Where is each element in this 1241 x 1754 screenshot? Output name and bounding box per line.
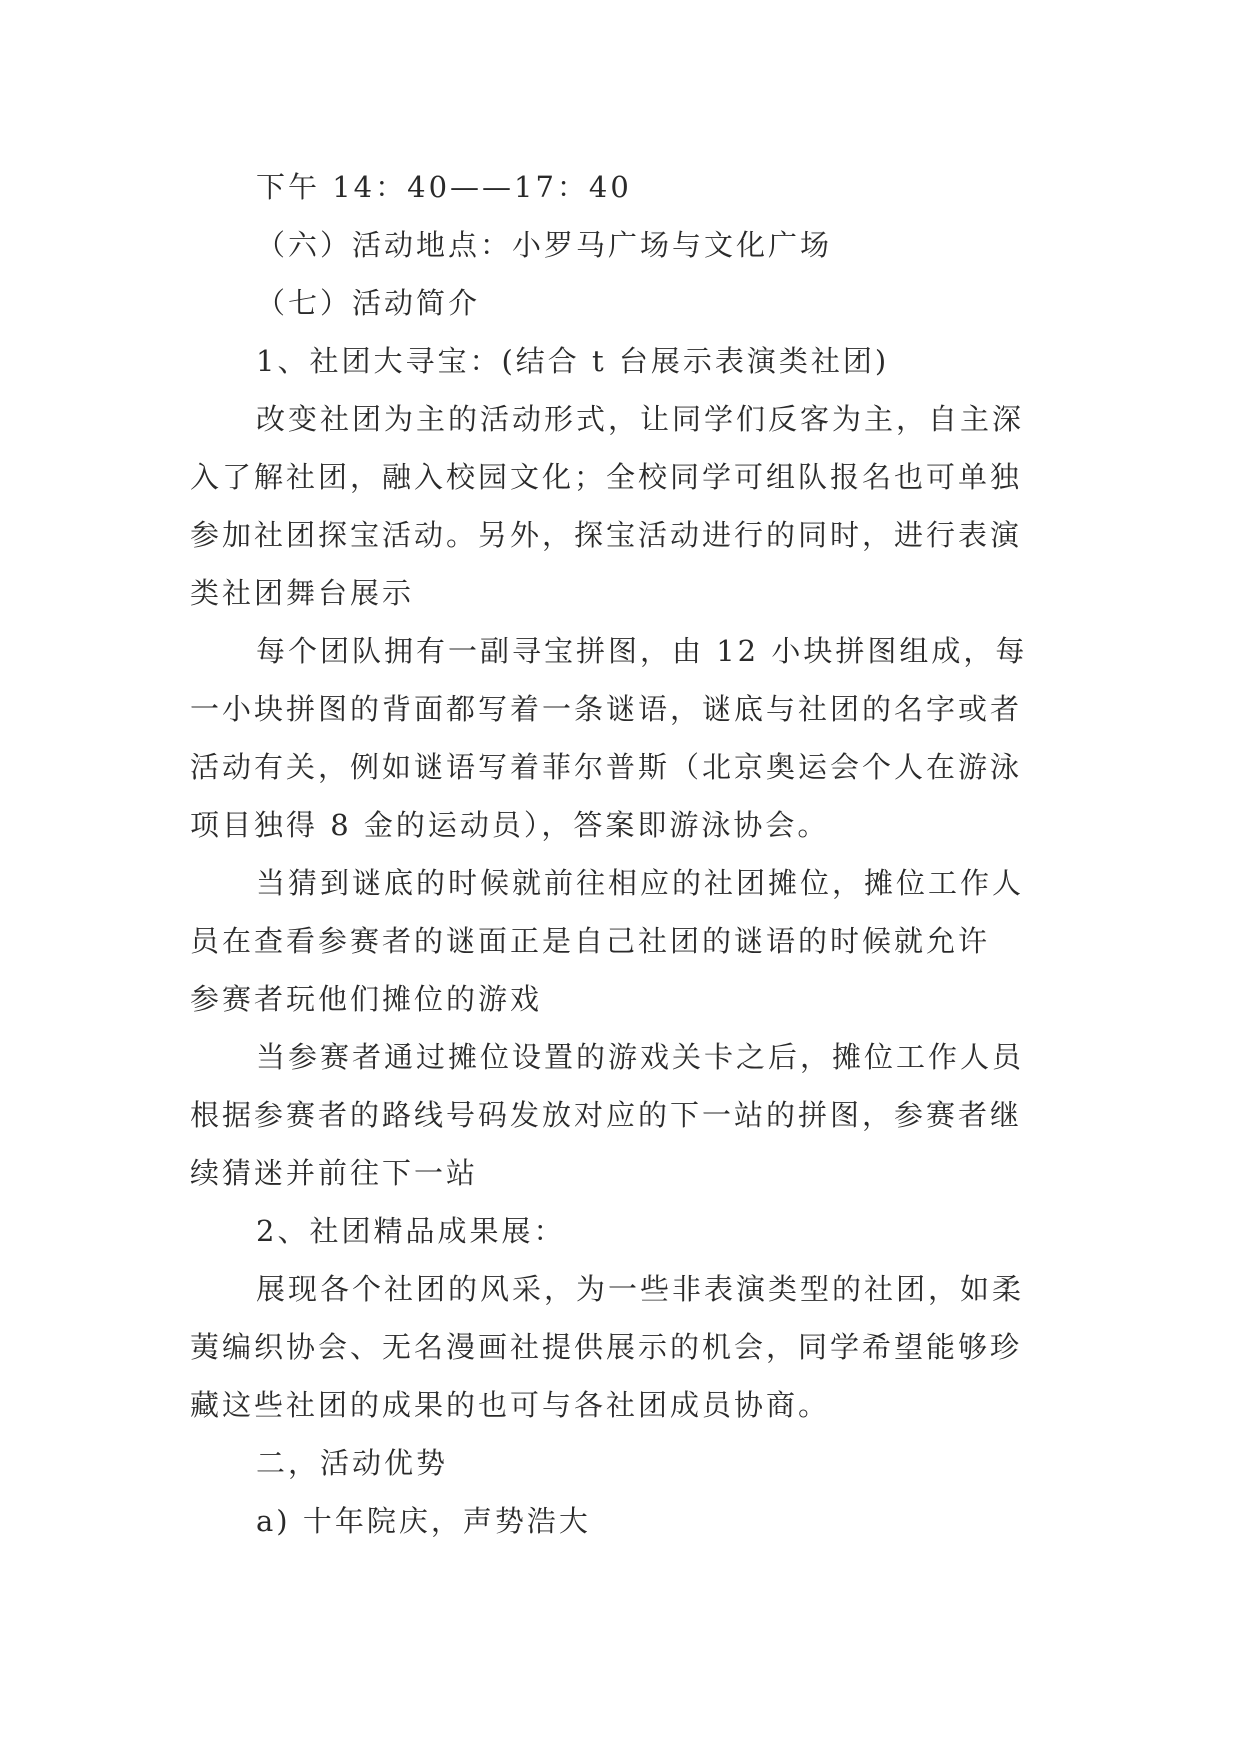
text-line: 根据参赛者的路线号码发放对应的下一站的拼图，参赛者继	[190, 1098, 1023, 1132]
text-line: 1、社团大寻宝：(结合 t 台展示表演类社团)	[256, 344, 890, 378]
text-line: 员在查看参赛者的谜面正是自己社团的谜语的时候就允许	[190, 924, 991, 958]
document-body	[190, 158, 1052, 1550]
text-line: 展现各个社团的风采，为一些非表演类型的社团，如柔	[256, 1272, 1025, 1306]
text-line: 续猜迷并前往下一站	[190, 1156, 479, 1190]
text-line: 当参赛者通过摊位设置的游戏关卡之后，摊位工作人员	[256, 1040, 1025, 1074]
text-line: 一小块拼图的背面都写着一条谜语，谜底与社团的名字或者	[190, 692, 1023, 726]
text-line: 参加社团探宝活动。另外，探宝活动进行的同时，进行表演	[190, 518, 1023, 552]
text-line: 二，活动优势	[256, 1446, 449, 1480]
text-line: a) 十年院庆，声势浩大	[256, 1504, 591, 1538]
text-line: （六）活动地点：小罗马广场与文化广场	[256, 228, 833, 262]
text-line: （七）活动简介	[256, 286, 481, 320]
text-line: 项目独得 8 金的运动员），答案即游泳协会。	[190, 808, 830, 842]
text-line: 每个团队拥有一副寻宝拼图，由 12 小块拼图组成，每	[256, 634, 1028, 668]
text-line: 参赛者玩他们摊位的游戏	[190, 982, 543, 1016]
text-line: 改变社团为主的活动形式，让同学们反客为主，自主深	[256, 402, 1025, 436]
text-line: 下午 14：40——17：40	[256, 170, 632, 204]
text-line: 类社团舞台展示	[190, 576, 415, 610]
text-line: 2、社团精品成果展：	[256, 1214, 566, 1248]
text-line: 藏这些社团的成果的也可与各社团成员协商。	[190, 1388, 831, 1422]
text-line: 当猜到谜底的时候就前往相应的社团摊位，摊位工作人	[256, 866, 1025, 900]
text-line: 活动有关，例如谜语写着菲尔普斯（北京奥运会个人在游泳	[190, 750, 1023, 784]
text-line: 荑编织协会、无名漫画社提供展示的机会，同学希望能够珍	[190, 1330, 1023, 1364]
text-line: 入了解社团，融入校园文化；全校同学可组队报名也可单独	[190, 460, 1023, 494]
